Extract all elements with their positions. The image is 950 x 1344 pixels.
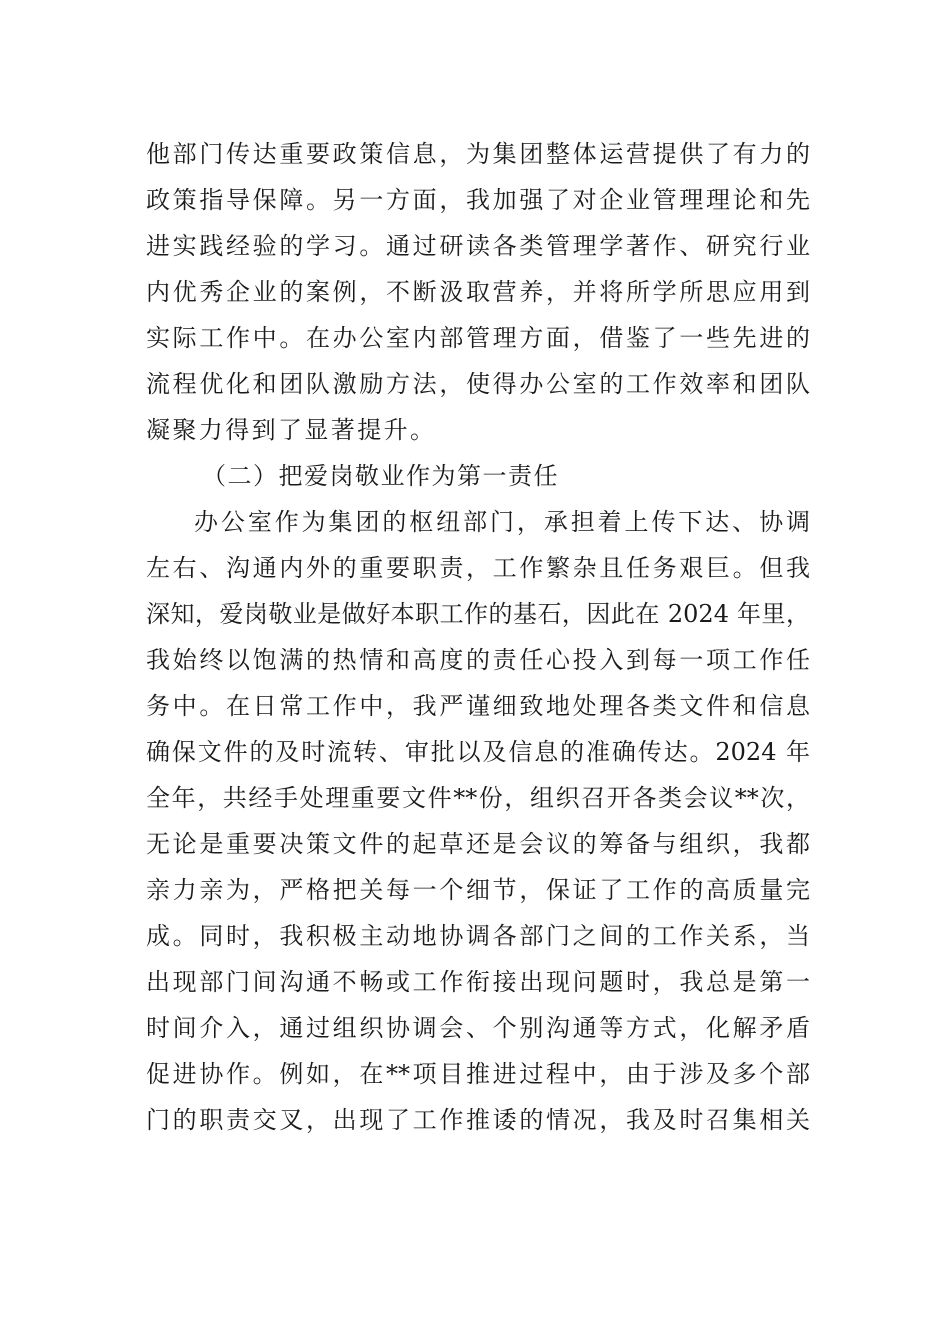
text-line: 内优秀企业的案例，不断汲取营养，并将所学所思应用到 [146, 278, 810, 306]
text-line: 左右、沟通内外的重要职责，工作繁杂且任务艰巨。但我 [146, 554, 810, 582]
text-line: 无论是重要决策文件的起草还是会议的筹备与组织，我都 [146, 830, 810, 858]
text-line: 出现部门间沟通不畅或工作衔接出现问题时，我总是第一 [146, 968, 810, 996]
text-line: 我始终以饱满的热情和高度的责任心投入到每一项工作任 [146, 646, 810, 674]
text-line: 深知，爱岗敬业是做好本职工作的基石，因此在 2024 年里， [146, 600, 810, 628]
document-body [146, 131, 810, 1143]
text-line: 流程优化和团队激励方法，使得办公室的工作效率和团队 [146, 370, 810, 398]
text-line: 确保文件的及时流转、审批以及信息的准确传达。2024 年 [146, 738, 810, 766]
text-line-last: 凝聚力得到了显著提升。 [146, 416, 437, 444]
text-line: 务中。在日常工作中，我严谨细致地处理各类文件和信息 [146, 692, 810, 720]
text-line: 时间介入，通过组织协调会、个别沟通等方式，化解矛盾 [146, 1014, 810, 1042]
paragraph-1 [146, 131, 810, 453]
section-heading: （二）把爱岗敬业作为第一责任 [202, 462, 559, 490]
text-line: 实际工作中。在办公室内部管理方面，借鉴了一些先进的 [146, 324, 810, 352]
text-line: 亲力亲为，严格把关每一个细节，保证了工作的高质量完 [146, 876, 810, 904]
text-line: 政策指导保障。另一方面，我加强了对企业管理理论和先 [146, 186, 810, 214]
text-line: 促进协作。例如，在**项目推进过程中，由于涉及多个部 [146, 1060, 810, 1088]
text-line-first: 办公室作为集团的枢纽部门，承担着上传下达、协调 [194, 508, 810, 536]
text-line: 全年，共经手处理重要文件**份，组织召开各类会议**次， [146, 784, 810, 812]
text-line: 成。同时，我积极主动地协调各部门之间的工作关系，当 [146, 922, 810, 950]
paragraph-2 [146, 499, 810, 1143]
text-line: 门的职责交叉，出现了工作推诿的情况，我及时召集相关 [146, 1106, 810, 1134]
text-line: 他部门传达重要政策信息，为集团整体运营提供了有力的 [146, 140, 810, 168]
text-line: 进实践经验的学习。通过研读各类管理学著作、研究行业 [146, 232, 810, 260]
